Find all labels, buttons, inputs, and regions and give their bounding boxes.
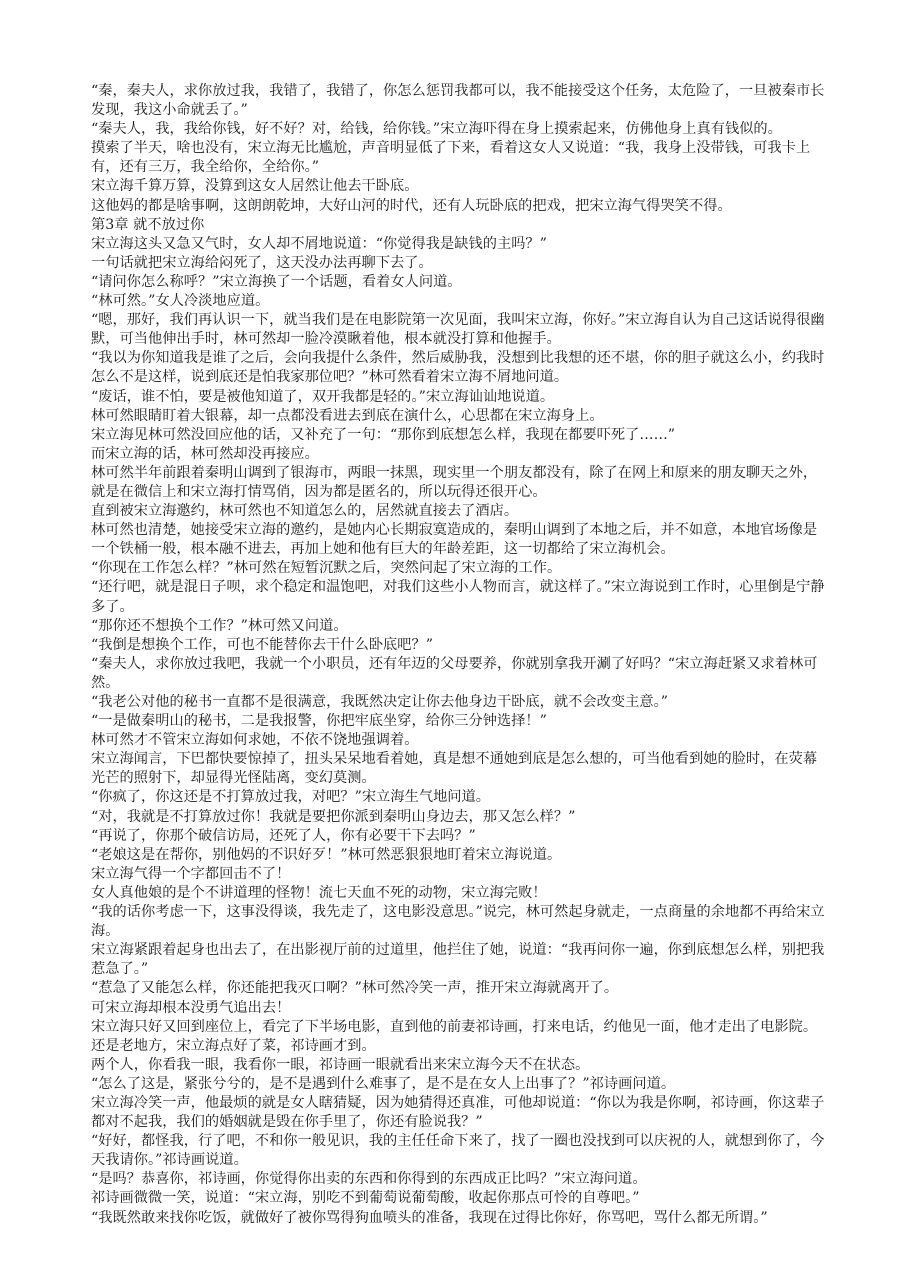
paragraph: “你疯了，你这还是不打算放过我，对吧？”宋立海生气地问道。 [91,789,491,806]
paragraph: 祁诗画微微一笑，说道：“宋立海，别吃不到葡萄说葡萄酸，收起你那点可怜的自尊吧。” [91,1190,640,1207]
paragraph: “我倒是想换个工作，可也不能替你去干什么卧底吧？” [91,636,434,653]
paragraph: 女人真他娘的是个不讲道理的怪物！流七天血不死的动物，宋立海完败！ [91,884,547,901]
paragraph: “那你还不想换个工作？”林可然又问道。 [91,617,348,634]
paragraph: 摸索了半天，啥也没有，宋立海无比尴尬，声音明显低了下来，看着这女人又说道：“我，我身上没带钱，可我卡上有，还有三万，我全给你，全给你。” [91,140,811,176]
paragraph: “对，我就是不打算放过你！我就是要把你派到秦明山身边去，那又怎么样？” [91,808,576,825]
paragraph: “林可然。”女人冷淡地应道。 [91,293,270,310]
paragraph: 一句话就把宋立海给闷死了，这天没办法再聊下去了。 [91,254,433,271]
paragraph: “请问你怎么称呼？”宋立海换了一个话题，看着女人问道。 [91,273,462,290]
paragraph: 宋立海紧跟着起身也出去了，在出影视厅前的过道里，他拦住了她，说道：“我再问你一遍，你到底想怎么样，别把我惹急了。” [91,942,825,978]
paragraph: 宋立海千算万算，没算到这女人居然让他去干卧底。 [91,178,419,195]
paragraph: “老娘这是在帮你，别他妈的不识好歹！”林可然恶狠狠地盯着宋立海说道。 [91,846,562,863]
paragraph: 可宋立海却根本没勇气追出去！ [91,999,291,1016]
paragraph: “我的话你考虑一下，这事没得谈，我先走了，这电影没意思。”说完，林可然起身就走，一点商量的余地都不再给宋立海。 [91,904,825,940]
paragraph: “嗯，那好，我们再认识一下，就当我们是在电影院第一次见面，我叫宋立海，你好。”宋立海自认为自己这话说得很幽默，可当他伸出手时，林可然却一脸冷漠瞅着他，根本就没打算和他握手。 [91,312,825,348]
paragraph: “我老公对他的秘书一直都不是很满意，我既然决定让你去他身边干卧底，就不会改变主意。” [91,694,669,710]
paragraph: “再说了，你那个破信访局，还死了人，你有必要干下去吗？” [91,827,476,844]
paragraph: 宋立海气得一个字都回击不了！ [91,865,291,882]
paragraph: 林可然也清楚，她接受宋立海的邀约，是她内心长期寂寞造成的，秦明山调到了本地之后，并不如意，本地官场像是一个铁桶一般，根本融不进去，再加上她和他有巨大的年龄差距，这一切都给了宋立海机会。 [91,522,818,558]
paragraph: 林可然才不管宋立海如何求她，不依不饶地强调着。 [91,732,419,749]
paragraph: 直到被宋立海邀约，林可然也不知道怎么的，居然就直接去了酒店。 [91,503,519,520]
paragraph: 宋立海冷笑一声，他最烦的就是女人瞎猜疑，因为她猜得还真准，可他却说道：“你以为我是你啊，祁诗画，你这辈子都对不起我，我们的婚姻就是毁在你手里了，你还有脸说我？” [91,1094,825,1131]
paragraph: “怎么了这是，紧张兮兮的，是不是遇到什么难事了，是不是在女人上出事了？”祁诗画问道。 [91,1075,676,1092]
paragraph: “秦夫人，我，我给你钱，好不好？对，给钱，给你钱。”宋立海吓得在身上摸索起来，仿佛他身上真有钱似的。 [91,121,782,138]
paragraph: 而宋立海的话，林可然却没再接应。 [91,445,319,462]
paragraph: “一是做秦明山的秘书，二是我报警，你把牢底坐穿，给你三分钟选择！” [91,713,547,730]
paragraph: “我既然敢来找你吃饭，就做好了被你骂得狗血喷头的准备，我现在过得比你好，你骂吧，骂什么都无所谓。” [91,1209,768,1226]
paragraph: “还行吧，就是混日子呗，求个稳定和温饱吧，对我们这些小人物而言，就这样了。”宋立海说到工作时，心里倒是宁静多了。 [91,579,825,615]
paragraph: “你现在工作怎么样？”林可然在短暂沉默之后，突然问起了宋立海的工作。 [91,560,562,577]
paragraph: 林可然眼睛盯着大银幕，却一点都没看进去到底在演什么，心思都在宋立海身上。 [91,407,604,424]
paragraph: 宋立海只好又回到座位上，看完了下半场电影，直到他的前妻祁诗画，打来电话，约他见一面，他才走出了电影院。 [91,1018,818,1035]
paragraph: “好好，都怪我，行了吧，不和你一般见识，我的主任任命下来了，找了一圈也没找到可以庆祝的人，就想到你了，今天我请你。”祁诗画说道。 [91,1133,825,1169]
paragraph: “我以为你知道我是谁了之后，会向我提什么条件，然后威胁我，没想到比我想的还不堪，你的胆子就这么小，约我时怎么不是这样，说到底还是怕我家那位吧？”林可然看着宋立海不屑地问道。 [91,350,825,386]
paragraph: 两个人，你看我一眼，我看你一眼，祁诗画一眼就看出来宋立海今天不在状态。 [91,1056,590,1073]
paragraph: 宋立海这头又急又气时，女人却不屑地说道：“你觉得我是缺钱的主吗？” [91,235,547,252]
chapter-heading: 第3章 就不放过你 [91,216,205,233]
paragraph: 宋立海闻言，下巴都快要惊掉了，扭头呆呆地看着她，真是想不通她到底是怎么想的，可当他看到她的脸时，在荧幕光芒的照射下，却显得光怪陆离，变幻莫测。 [91,751,818,787]
paragraph: “惹急了又能怎么样，你还能把我灭口啊？”林可然冷笑一声，推开宋立海就离开了。 [91,980,619,997]
paragraph: “秦，秦夫人，求你放过我，我错了，我错了，你怎么惩罚我都可以，我不能接受这个任务，太危险了，一旦被秦市长发现，我这小命就丢了。” [91,83,825,119]
paragraph: 这他妈的都是啥事啊，这朗朗乾坤，大好山河的时代，还有人玩卧底的把戏，把宋立海气得哭笑不得。 [91,197,732,214]
paragraph: 林可然半年前跟着秦明山调到了银海市，两眼一抹黑，现实里一个朋友都没有，除了在网上和原来的朋友聊天之外，就是在微信上和宋立海打情骂俏，因为都是匿名的，所以玩得还很开心。 [91,464,818,500]
paragraph: 还是老地方，宋立海点好了菜，祁诗画才到。 [91,1037,376,1054]
paragraph: “秦夫人，求你放过我吧，我就一个小职员，还有年迈的父母要养，你就别拿我开涮了好吗？“宋立海赶紧又求着林可然。 [91,655,818,691]
paragraph: “废话，谁不怕，要是被他知道了，双开我都是轻的。”宋立海讪讪地说道。 [91,388,555,405]
paragraph: “是吗？恭喜你，祁诗画，你觉得你出卖的东西和你得到的东西成正比吗？”宋立海问道。 [91,1171,647,1188]
paragraph: 宋立海见林可然没回应他的话，又补充了一句：“那你到底想怎么样，我现在都要吓死了……” [91,426,676,443]
